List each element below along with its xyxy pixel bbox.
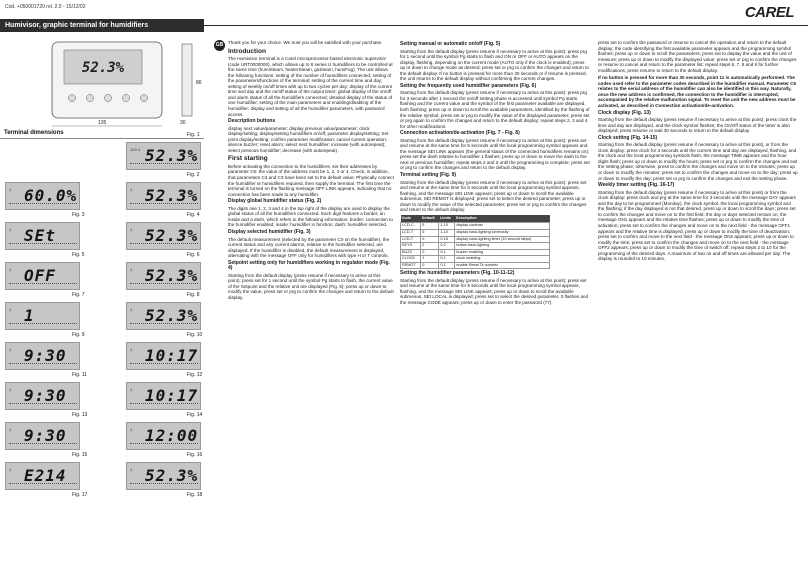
table-header: Code bbox=[401, 215, 421, 223]
global-status-heading: Display global humidifier status (Fig. 2) bbox=[228, 198, 322, 205]
carel-logo: CAREL bbox=[744, 4, 794, 21]
clock-display-heading: Clock display (Fig. 13) bbox=[598, 109, 651, 116]
lcd-fig-6: 1 52.3% bbox=[126, 222, 201, 250]
terminal-front-drawing bbox=[50, 40, 170, 135]
connection-text: Starting from the default display (press resume if necessary to arrive at this point): press set and resume at the same time for 5 seconds until the local programming symbol appears and the message SEt LINK appears (the general status of the connected humidifiers remains on); press set the dash relative to humidifier 1 flashes; press up or down to move the dash to the next or previous humidifier; repeat steps 2 and 3 until the programming is complete; press set or prg to confirm the changes and return to the default display. bbox=[400, 137, 590, 171]
fig-18-label: Fig. 18 bbox=[187, 492, 203, 498]
lcd-fig-9: 1 1 bbox=[5, 302, 80, 330]
intro-heading: Introduction bbox=[228, 47, 266, 55]
lcd-fig-10: 1 52.3% bbox=[126, 302, 201, 330]
lcd-fig-14: 1 10:17 bbox=[126, 382, 201, 410]
buttons-text: display next value/parameter; display previous value/parameter; clock display/setting; display/setting humidifiers on/off; parameter display/setting; Set point display/setting; confirm parameter modification; cancel current operation; silence buzzer; reset alarm; select next humidifier; increase (with autorepeat); select previous humidifier; decrease (with autorepeat). bbox=[228, 125, 389, 153]
dimension-height: 86 bbox=[196, 80, 202, 86]
setpoint-heading: Setpoint setting only for humidifiers working in regulator mode (Fig. 4) bbox=[228, 259, 390, 272]
fig-13-label: Fig. 13 bbox=[72, 412, 88, 418]
terminal-params-table bbox=[400, 215, 550, 269]
table-row: LCD-C 5 1-10 display contrast bbox=[401, 223, 550, 230]
lcd-fig-8: 1 52.3% bbox=[126, 262, 201, 290]
lcd-fig-5: 1 SEt bbox=[5, 222, 80, 250]
lcd-fig-4: 1 52.3% bbox=[126, 182, 201, 210]
weekly-timer-text: Starting from the default display (press resume if necessary to arrive at this point) or from the clock display: press clock and prg at the same time for 3 seconds until the message DAY appears and the day to be programmed (Monday), the clock symbol, the local programming symbol and the flashing; if the day displayed is not that desired, press up or down to scroll the days; press set to confirm the changes and move on to the first field: the day or days selected remain on, the message ON1 appears and the relative time flashes; press up or down to modify the time of activation; press set to confirm the changes and move on to the next field - the message OFF1 appears and the relative time is displayed; press up or down to modify the time of deactivation; press set to confirm and move to the next field - the message ON2 appears; press up or down to modify the time; press set to confirm the changes and move on to the next field - the message OFF2 appears; press up or down to modify the time of switch off; repeat steps 2 to 10 for the programming of the desired days. A maximum of two on and off times are allowed per day. The display is rounded to 10 minutes. bbox=[598, 189, 796, 262]
clock-setting-text: Starting from the default display (press resume if necessary to arrive at this point), or from the clock display: press clock for 3 seconds until the current time and day are displayed, flashing, and the clock and the local programming symbols flash, the message TIME appears and the hour digits flash; press up or down to modify the hours; press set or prg to confirm the changes and exit the setting phase; otherwise, press to confirm the changes and move on to the minutes; press up or down to modify the minutes; press set to confirm the changes and move on to the day; press up or down to modify the day; press set or prg to confirm the changes and exit the setting phase. bbox=[598, 142, 798, 181]
connection-heading: Connection activation/de-activation (Fig. 7 - Fig. 8) bbox=[400, 130, 520, 137]
fig-11-label: Fig. 11 bbox=[72, 372, 87, 378]
table-header: Default bbox=[421, 215, 439, 223]
address-note-text: If no button is pressed for more than 30 seconds, point 11 is automatically performed. The codes used refer to the parameter codes described in the humidifier manual. Parameter C5 relates to the serial address of the humidifier can also be identified in this way. Naturally, once the new address is confirmed, the connection to the humidifier is interrupted, accompanied by the relative malfunction signal. To reset the unit the new address must be activated, as described in Connection activation/de-activation. bbox=[598, 75, 797, 109]
setpoint-text: Starting from the default display (press resume if necessary to arrive at this point): press set for 1 second until the symbol Pg starts to flash, the current value of the Setpoint and the relative unit are displayed (Fig. 5); press up or down to modify the value; press set or prg to confirm the changes and return to the default display. bbox=[228, 272, 394, 300]
selected-humidifier-heading: Display selected humidifier (Fig. 3) bbox=[228, 228, 311, 235]
fig-7-label: Fig. 7 bbox=[72, 292, 85, 298]
table-header: Limits bbox=[439, 215, 455, 223]
terminal-setting-text: Starting from the default display (press resume if necessary to arrive at this point): press set and resume at the same time for 5 seconds until the local programming symbol appears, flashing, and the message SEt LINK appears; press up or down to scroll the available submenus, SEt REMOT is displayed; press set to select the desired parameter; press up or down to modify the value of the selected parameter; press set or prg to confirm the changes and return to the default display. bbox=[400, 179, 587, 213]
terminal-setting-heading: Terminal setting (Fig. 9) bbox=[400, 172, 457, 179]
language-badge: GB bbox=[214, 40, 225, 51]
frequent-params-text: Starting from the default display (press resume if necessary to arrive at this point): press prg for 3 seconds after 1 second the on/off setting phase is accessed until symbol Pg starts flashing and the current value and the symbol of the first parameter available are displayed, both flashing; press up or down to scroll the available parameters, identified by the flashing of the relative symbol; press set or prg to modify the value of the displayed parameter; press set or prg again to confirm the changes and return to the default display; repeat steps 2, 3 and 4 for other modifications. bbox=[400, 90, 590, 129]
title-rule bbox=[204, 25, 808, 26]
weekly-timer-heading: Weekly timer setting (Fig. 16-17) bbox=[598, 182, 675, 189]
dimension-width: 135 bbox=[98, 120, 107, 126]
fig-10-label: Fig. 10 bbox=[187, 332, 203, 338]
lcd-fig-12: 1 10:17 bbox=[126, 342, 201, 370]
lcd-fig-17: 1 E214 bbox=[5, 462, 80, 490]
fig-8-label: Fig. 8 bbox=[187, 292, 200, 298]
lcd-fig-15: 1 9:30 bbox=[5, 422, 80, 450]
first-start-text: Before activating the connection to the humidifiers, set their addresses by parameter C5: the value of the address must be 1, 2, 3 or 4. Check, in addition, that parameters C4 and C3 have been set to the default value. Physically connect the humidifier or humidifiers required, then supply the terminal. The first time the terminal is turned on the flashing message OFF LINK appears, indicating that no connection has been made to any humidifier. bbox=[228, 163, 394, 197]
dimension-depth: 30 bbox=[180, 120, 186, 126]
buttons-heading: Description buttons bbox=[228, 118, 276, 125]
fig-14-label: Fig. 14 bbox=[187, 412, 203, 418]
clock-display-text: Starting from the default display (press resume if necessary to arrive at this point): press clock the time and day are displayed, and the clock symbol flashes; the On/Off status of the timer is also displayed; press resume or wait 30 seconds to return to the default display. bbox=[598, 117, 797, 134]
fig-2-label: Fig. 2 bbox=[187, 172, 200, 178]
lcd-fig-13: 1 9:30 bbox=[5, 382, 80, 410]
fig-15-label: Fig. 15 bbox=[72, 452, 88, 458]
table-header: Description bbox=[455, 215, 550, 223]
selected-humidifier-text: The default measurement (selected by the parameter C0 on the humidifier), the current status and any current alarms, relative to the humidifier selected, are displayed. If the humidifier is disabled, the default measurement is displayed, alternating with the message OFF only for humidifiers with type H or T controls. bbox=[228, 236, 390, 259]
intro-thanks: Thank you for your choice. We trust you will be satisfied with your purchase. bbox=[228, 40, 383, 45]
table-row: KEYS 2 0-2 button back-lighting bbox=[401, 243, 550, 250]
fig-6-label: Fig. 6 bbox=[187, 252, 200, 258]
fig-5-label: Fig. 5 bbox=[72, 252, 85, 258]
param-steps-text: press set to confirm the password or resume to cancel the operation and return to the default display; the code identifying the first available parameter appears and the programming symbol flashes; press up or down to scroll the parameters; press set to display the value and the unit of measure; press up or down to modify the displayed value; press set or prg to confirm the changes or resume to cancel and return to the parameter list; repeat steps 6, 7, 8 and 9 for further modifications; press resume to return to the default display. bbox=[598, 40, 797, 73]
fig-3-label: Fig. 3 bbox=[72, 212, 85, 218]
terminal-heading: Terminal dimensions bbox=[4, 130, 64, 136]
fig-4-label: Fig. 4 bbox=[187, 212, 200, 218]
fig-1-label: Fig. 1 bbox=[187, 132, 200, 138]
text-column-3 bbox=[598, 40, 798, 264]
text-column-2 bbox=[400, 40, 590, 308]
first-start-heading: First starting bbox=[228, 155, 268, 163]
fig-17-label: Fig. 17 bbox=[72, 492, 88, 498]
table-row: LCD-T 5 1-10 display back-lighting luminosity bbox=[401, 229, 550, 236]
intro-text: The Humivisor terminal is a Carel microprocessor-based electronic supervisor (code URT0000000), which allows up to 8 series U humidifiers to be controlled at the same time (humiSteam, heaterSteam, gaSteam, humiFog). The unit allows the following functions: setting of the number of humidifiers connected; setting of the parameters/functions of the terminal; setting of the current time and day; setting of weekly on/off times with up to two cycles per day; display of the current time and day and the on/off status of the output timer; global display of the on/off and alarm status of all the humidifiers connected; detailed display of the status of one humidifier; setting of the main parameters and enabling/disabling of the humidifier; display and setting of all the humidifier parameters, with password access. bbox=[228, 56, 393, 117]
document-code: Cod. +050001720 rel. 2.0 - 15/12/02 bbox=[5, 4, 86, 10]
lcd-fig-11: 1 9:30 bbox=[5, 342, 80, 370]
document-title-bar: Humivisor, graphic terminal for humidifiers bbox=[0, 19, 204, 32]
humidifier-params-text: Starting from the default display (press resume if necessary to arrive at this point): press set and resume at the same time for 5 seconds until the local programming symbol appears, flashing, and the message SEt LINK appears; press up or down to scroll the available submenus, SEt LOCAL is displayed; press set to select the desired parameter, 0 flashes and the message CODE appears; press up or down to enter the password (77). bbox=[400, 277, 589, 305]
table-row: REMOT 0 0-1 enable Reset Ts numeric bbox=[401, 262, 550, 269]
onoff-text: Starting from the default display (press resume if necessary to arrive at this point): press prg for 1 second until the symbol Pg starts to flash and ON or OFF or AUTO appears on the display, flashing, depending on the current mode (AUTO only if the clock is enabled); press up or down to change mode as desired; press set or prg to confirm the changes and return to the default display. If no button is pressed for more than 30 seconds or if resume is pressed, the unit returns to the default display without confirming the current changes. bbox=[400, 48, 589, 82]
clock-setting-heading: Clock setting (Fig. 14-15) bbox=[598, 134, 658, 141]
lcd-fig-16: 1 12:00 bbox=[126, 422, 201, 450]
lcd-fig-3: 1 60.0% bbox=[5, 182, 80, 210]
lcd-fig-2: 123 4 52.3% bbox=[126, 142, 201, 170]
text-column-1 bbox=[228, 40, 394, 303]
table-row: BUZZ 0 0-1 buzzer enabling bbox=[401, 249, 550, 256]
fig-16-label: Fig. 16 bbox=[187, 452, 203, 458]
fig-9-label: Fig. 9 bbox=[72, 332, 85, 338]
lcd-fig-18: 1 52.3% bbox=[126, 462, 201, 490]
frequent-params-heading: Setting the frequently used humidifier parameters (Fig. 6) bbox=[400, 82, 537, 89]
terminal-rule bbox=[0, 138, 204, 139]
fig-12-label: Fig. 12 bbox=[187, 372, 203, 378]
table-row: LCD-T 0 0-15 display back-lighting timer (10 second steps) bbox=[401, 236, 550, 243]
table-row: CLOCK 1 0-1 clock enabling bbox=[401, 256, 550, 263]
global-status-text: The digits one 1, 2, 3 and 4 in the top right of the display are used to display the global status of all the humidifiers connected. Each digit features a border, an inside and a dash, which refers to the following information: border: connection to the humidifier enabled; inside: humidifier in function; dash: humidifier selected. bbox=[228, 205, 393, 228]
humidifier-params-heading: Setting the humidifier parameters (Fig. 10-11-12) bbox=[400, 270, 515, 277]
onoff-heading: Setting manual or automatic on/off (Fig. 5) bbox=[400, 41, 501, 47]
lcd-fig-7: 1 OFF bbox=[5, 262, 80, 290]
svg-text:52.3%: 52.3% bbox=[81, 60, 125, 76]
